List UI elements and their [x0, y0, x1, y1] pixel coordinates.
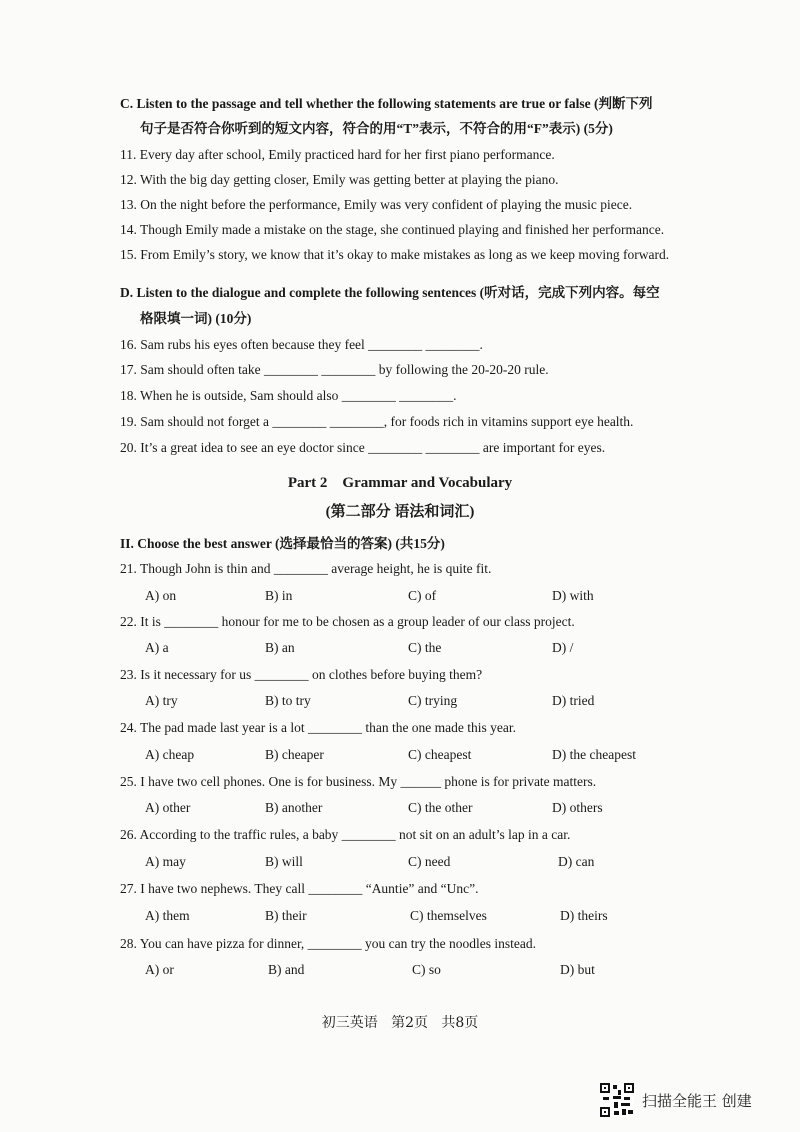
question-24-option-a: A) cheap	[145, 747, 195, 762]
question-21-option-c: C) of	[408, 588, 437, 603]
question-26-option-b: B) will	[265, 854, 303, 869]
question-15: 15. From Emily’s story, we know that it’s okay to make mistakes as long as we keep moving forward.	[120, 247, 670, 262]
section-c-heading-line2: 句子是否符合你听到的短文内容，符合的用“T”表示，不符合的用“F”表示) (5分)	[140, 121, 613, 136]
question-23-option-a: A) try	[145, 693, 178, 708]
part-2-title: Part 2 Grammar and Vocabulary	[287, 475, 513, 491]
qr-code-icon	[600, 1083, 634, 1117]
question-19: 19. Sam should not forget a ________ ________, for foods rich in vitamins support eye health.	[120, 414, 634, 429]
question-27-option-b: B) their	[265, 908, 307, 923]
section-ii-heading: II. Choose the best answer (选择最恰当的答案) (共15分)	[120, 536, 445, 551]
question-26: 26. According to the traffic rules, a baby ________ not sit on an adult’s lap in a car.	[120, 827, 571, 842]
question-22: 22. It is ________ honour for me to be chosen as a group leader of our class project.	[120, 614, 575, 629]
question-27: 27. I have two nephews. They call ________ “Auntie” and “Unc”.	[120, 881, 479, 896]
section-c-heading-line1: C. Listen to the passage and tell whether the following statements are true or false (判断下列	[120, 96, 653, 111]
question-20: 20. It’s a great idea to see an eye doctor since ________ ________ are important for eyes.	[120, 440, 606, 455]
question-28-option-a: A) or	[145, 962, 174, 977]
question-27-option-d: D) theirs	[560, 908, 608, 923]
section-d-heading-line1: D. Listen to the dialogue and complete the following sentences (听对话，完成下列内容。每空	[120, 285, 660, 300]
question-25-option-c: C) the other	[408, 800, 473, 815]
question-22-option-a: A) a	[145, 640, 169, 655]
question-22-option-b: B) an	[265, 640, 295, 655]
page-footer: 初三英语 第2页 共8页	[321, 1015, 479, 1031]
question-25: 25. I have two cell phones. One is for business. My ______ phone is for private matters.	[120, 774, 597, 789]
question-28: 28. You can have pizza for dinner, ________ you can try the noodles instead.	[120, 936, 536, 951]
question-27-option-a: A) them	[145, 908, 190, 923]
question-24-option-c: C) cheapest	[408, 747, 472, 762]
scan-watermark-text: 扫描全能王 创建	[642, 1091, 752, 1110]
scan-watermark	[600, 1083, 752, 1117]
question-26-option-c: C) need	[408, 854, 451, 869]
question-17: 17. Sam should often take ________ ________ by following the 20-20-20 rule.	[120, 362, 549, 377]
question-24-option-b: B) cheaper	[265, 747, 324, 762]
question-16: 16. Sam rubs his eyes often because they feel ________ ________.	[120, 337, 483, 352]
question-21-option-a: A) on	[145, 588, 177, 603]
question-23-option-c: C) trying	[408, 693, 458, 708]
question-13: 13. On the night before the performance, Emily was very confident of playing the music piece.	[120, 197, 633, 212]
question-23-option-d: D) tried	[552, 693, 595, 708]
part-2-subtitle: (第二部分 语法和词汇)	[325, 504, 475, 520]
question-14: 14. Though Emily made a mistake on the stage, she continued playing and finished her performance.	[120, 222, 665, 237]
question-26-option-a: A) may	[145, 854, 186, 869]
question-21: 21. Though John is thin and ________ average height, he is quite fit.	[120, 561, 492, 576]
section-d-heading-line2: 格限填一词) (10分)	[140, 311, 252, 326]
question-24: 24. The pad made last year is a lot ________ than the one made this year.	[120, 720, 517, 735]
question-21-option-d: D) with	[552, 588, 594, 603]
question-25-option-d: D) others	[552, 800, 603, 815]
question-27-option-c: C) themselves	[410, 908, 487, 923]
question-22-option-d: D) /	[552, 640, 574, 655]
question-23: 23. Is it necessary for us ________ on clothes before buying them?	[120, 667, 483, 682]
question-28-option-c: C) so	[412, 962, 441, 977]
question-21-option-b: B) in	[265, 588, 293, 603]
question-25-option-a: A) other	[145, 800, 191, 815]
question-24-option-d: D) the cheapest	[552, 747, 636, 762]
question-11: 11. Every day after school, Emily practiced hard for her first piano performance.	[120, 147, 555, 162]
question-12: 12. With the big day getting closer, Emily was getting better at playing the piano.	[120, 172, 559, 187]
question-18: 18. When he is outside, Sam should also ________ ________.	[120, 388, 457, 403]
question-23-option-b: B) to try	[265, 693, 311, 708]
question-28-option-d: D) but	[560, 962, 595, 977]
question-26-option-d: D) can	[558, 854, 595, 869]
question-25-option-b: B) another	[265, 800, 323, 815]
question-22-option-c: C) the	[408, 640, 442, 655]
question-28-option-b: B) and	[268, 962, 305, 977]
